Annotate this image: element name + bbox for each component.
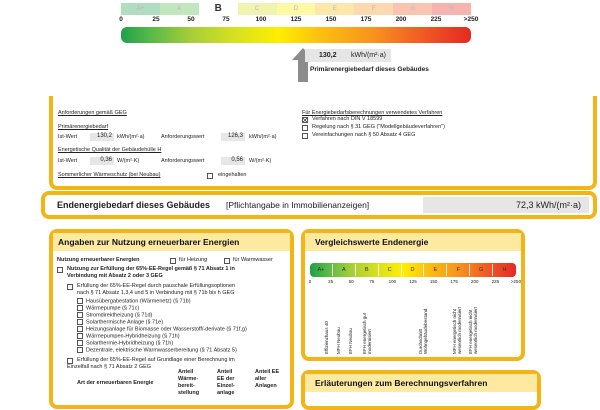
renewable-option-label: Stromdirektheizung (§ 71d) bbox=[86, 312, 153, 319]
q-anf-value: 0,56 bbox=[231, 157, 243, 163]
building-type-label: MFH Neubau bbox=[336, 327, 341, 354]
method-title: Für Energiebedarfsberechnungen verwendetes Verfahren bbox=[302, 110, 443, 116]
comparison-class-cell: C bbox=[379, 264, 402, 276]
quality-title: Energetische Qualität der Gebäudehülle H bbox=[58, 147, 162, 153]
primary-energy-value-box bbox=[305, 49, 391, 62]
efficiency-class-row bbox=[121, 3, 471, 15]
comparison-class-row bbox=[310, 264, 516, 276]
ist-label: Ist-Wert bbox=[58, 134, 78, 140]
class-cell-e: E bbox=[315, 3, 354, 15]
class-cell-a: A bbox=[160, 3, 199, 15]
renewable-option-checkbox[interactable] bbox=[77, 333, 83, 339]
comparison-tick-label: 75 bbox=[369, 279, 375, 284]
comparison-tick-label: 175 bbox=[450, 279, 458, 284]
ist-unit: kWh/(m²·a) bbox=[117, 134, 145, 140]
renewable-option-label: Hausübergabestation (Wärmenetz) (§ 71b) bbox=[86, 298, 191, 305]
heating-checkbox[interactable] bbox=[170, 258, 176, 264]
comparison-class-cell: D bbox=[402, 264, 425, 276]
option2-line-2: Einzelfall nach § 71 Absatz 2 GEG bbox=[67, 364, 152, 370]
renewables-title: Angaben zur Nutzung erneuerbarer Energien bbox=[58, 237, 240, 247]
col-share-heat: Anteil Wärme-bereit-stellung bbox=[178, 369, 200, 396]
q-anf-unit: W/(m²·K) bbox=[249, 158, 272, 164]
method-checkbox-50[interactable] bbox=[302, 133, 308, 139]
col-share-single: Anteil EE der Einzel-anlage bbox=[217, 369, 235, 396]
scale-tick-label: 175 bbox=[360, 16, 372, 23]
summer-checkbox[interactable] bbox=[207, 173, 213, 179]
class-cell-aplus: A+ bbox=[121, 3, 160, 15]
scale-tick-label: 25 bbox=[152, 16, 160, 23]
class-cell-f: F bbox=[354, 3, 393, 15]
scale-tick-row bbox=[119, 16, 479, 26]
end-energy-value: 72,3 kWh/(m²·a) bbox=[515, 200, 581, 210]
building-type-label: Durchschnitt Wohngebäudebestand bbox=[418, 308, 428, 354]
renewable-option-label: Wärmepumpe (§ 71c) bbox=[86, 305, 140, 312]
q-anf-label: Anforderungswert bbox=[161, 158, 205, 164]
q-ist-value-box bbox=[90, 157, 114, 165]
scale-tick-label: 50 bbox=[187, 16, 195, 23]
comparison-tick-label: 50 bbox=[348, 279, 354, 284]
comparison-tick-label: 150 bbox=[429, 279, 438, 284]
renewables-header bbox=[53, 233, 290, 251]
method-checkbox-31[interactable] bbox=[302, 125, 308, 131]
renewable-option-checkbox[interactable] bbox=[77, 347, 83, 353]
explanation-header bbox=[305, 374, 537, 392]
comparison-class-cell: A bbox=[333, 264, 356, 276]
summer-check-label: eingehalten bbox=[218, 172, 247, 178]
method-option-din: Verfahren nach DIN V 18599 bbox=[312, 116, 383, 122]
requirements-title: Anforderungen gemäß GEG bbox=[58, 110, 127, 116]
scale-tick-label: 100 bbox=[255, 16, 267, 23]
col-renewable-type: Art der erneuerbaren Energie bbox=[77, 380, 154, 386]
col-share-all: Anteil EE aller Anlagen bbox=[255, 369, 280, 389]
anf-value-box bbox=[221, 133, 245, 141]
renewable-option-checkbox[interactable] bbox=[77, 326, 83, 332]
class-cell-c: C bbox=[238, 3, 277, 15]
comparison-tick-label: >250 bbox=[510, 279, 522, 284]
option1-line-1: Erfüllung der 65%-EE-Regel durch pauschale Erfüllungsoptionen bbox=[77, 283, 236, 289]
building-type-label: Effizienzhaus 40 bbox=[324, 321, 329, 354]
end-energy-note: [Pflichtangabe in Immobilienanzeigen] bbox=[226, 200, 370, 210]
energy-scale bbox=[118, 0, 479, 46]
building-type-label: EFH energetisch gut modernisiert bbox=[362, 312, 372, 354]
renewable-option-checkbox[interactable] bbox=[77, 319, 83, 325]
end-energy-value-box bbox=[423, 197, 589, 213]
renewable-option-checkbox[interactable] bbox=[77, 340, 83, 346]
anf-label: Anforderungswert bbox=[161, 134, 205, 140]
comparison-class-cell: B bbox=[356, 264, 379, 276]
q-ist-unit: W/(m²·K) bbox=[117, 158, 140, 164]
comparison-class-cell: H bbox=[502, 267, 507, 273]
comparison-tick-label: 125 bbox=[409, 279, 417, 284]
comparison-tick-label: 200 bbox=[471, 279, 479, 284]
comparison-class-cell: F bbox=[447, 264, 470, 276]
option1-line-2: nach § 71 Absatz 1,3,4 und 5 in Verbindung mit § 71b bis h GEG bbox=[77, 290, 235, 296]
method-option-31: Regelung nach § 31 GEG ("Modellgebäudeverfahren") bbox=[312, 124, 445, 130]
class-cell-d: D bbox=[277, 3, 316, 15]
heating-label: für Heizung bbox=[179, 257, 208, 263]
renewable-option-label: Heizungsanlage für Biomasse oder Wasserstoff/-derivate (§ 71f,g) bbox=[86, 326, 247, 333]
renewable-option-checkbox[interactable] bbox=[77, 305, 83, 311]
summer-protection-label: Sommerlicher Wärmeschutz (bei Neubau) bbox=[58, 172, 161, 178]
q-ist-label: Ist-Wert bbox=[58, 158, 78, 164]
energy-gradient-bar bbox=[121, 27, 471, 43]
primary-energy-value: 130,2 bbox=[319, 52, 337, 59]
comparison-tick-row bbox=[308, 279, 522, 287]
scale-tick-label: 125 bbox=[290, 16, 302, 23]
warmwater-label: für Warmwasser bbox=[233, 257, 273, 263]
warmwater-checkbox[interactable] bbox=[224, 258, 230, 264]
end-energy-label: Endenergiebedarf dieses Gebäudes bbox=[57, 200, 211, 210]
anf-unit: kWh/(m²·a) bbox=[249, 134, 277, 140]
ist-value: 130,2 bbox=[96, 133, 112, 139]
renewable-option-label: Solarthermische Anlage (§ 71e) bbox=[86, 319, 164, 326]
option1-checkbox[interactable] bbox=[67, 284, 73, 290]
scale-tick-label: 75 bbox=[222, 16, 230, 23]
q-ist-value: 0,36 bbox=[100, 157, 112, 163]
scale-tick-label: 150 bbox=[325, 16, 337, 23]
renewable-option-label: Dezentrale, elektrische Warmwasserbereitung (§ 71 Absatz 5) bbox=[86, 347, 237, 354]
building-type-labels bbox=[310, 292, 516, 356]
primary-energy-caption: Primärenergiebedarf dieses Gebäudes bbox=[310, 66, 429, 73]
rule-line-2: Verbindung mit Absatz 2 oder 3 GEG bbox=[67, 273, 163, 279]
comparison-title: Vergleichswerte Endenergie bbox=[315, 237, 429, 247]
scale-tick-label: 225 bbox=[430, 16, 442, 23]
building-type-label: EFH energetisch nicht wesentlich modernisiert bbox=[468, 306, 478, 354]
comparison-tick-label: 100 bbox=[388, 279, 397, 284]
renewables-sub-label: Nutzung erneuerbarer Energien bbox=[57, 257, 140, 263]
scale-tick-label: >250 bbox=[463, 16, 479, 23]
comparison-class-cell: A+ bbox=[310, 264, 333, 276]
renewable-option-label: Wärmepumpen-Hybridheizung (§ 71h) bbox=[86, 333, 180, 340]
renewable-option-checkbox[interactable] bbox=[77, 298, 83, 304]
comparison-header bbox=[305, 233, 521, 251]
comparison-tick-label: 225 bbox=[491, 279, 500, 284]
scale-tick-label: 200 bbox=[395, 16, 407, 23]
explanation-title: Erläuterungen zum Berechnungsverfahren bbox=[315, 378, 488, 388]
comparison-tick-label: 25 bbox=[328, 279, 334, 284]
comparison-scale bbox=[308, 257, 522, 291]
building-type-label: EFH Neubau bbox=[348, 327, 353, 354]
class-cell-g: G bbox=[393, 3, 432, 15]
comparison-class-cell: E bbox=[424, 264, 447, 276]
method-checkbox-din[interactable] bbox=[302, 117, 308, 123]
comparison-tick-label: 0 bbox=[308, 279, 312, 284]
building-type-label: MFH energetisch nicht wesentlich modernisiert bbox=[452, 306, 462, 354]
scale-tick-label: 0 bbox=[119, 16, 123, 23]
renewable-option-checkbox[interactable] bbox=[77, 312, 83, 318]
q-anf-value-box bbox=[221, 157, 245, 165]
option2-line-1: Erfüllung der 65%-EE-Regel auf Grundlage einer Berechnung im bbox=[77, 357, 235, 363]
primary-energy-title: Primärenergiebedarf bbox=[58, 124, 109, 130]
method-option-50: Vereinfachungen nach § 50 Absatz 4 GEG bbox=[312, 132, 416, 138]
renewable-option-item[interactable] bbox=[77, 347, 237, 354]
class-cell-b: B bbox=[214, 3, 222, 14]
ist-value-box bbox=[90, 133, 114, 141]
comparison-class-cell: G bbox=[470, 264, 493, 276]
renewable-option-label: Solarthermie-Hybridheizung (§ 71h) bbox=[86, 340, 174, 347]
anf-value: 126,3 bbox=[227, 133, 243, 139]
rule-checkbox[interactable] bbox=[57, 267, 63, 273]
rule-line-1: Nutzung zur Erfüllung der 65%-EE-Regel gemäß § 71 Absatz 1 in bbox=[67, 266, 235, 272]
primary-energy-unit: kWh/(m²·a) bbox=[351, 52, 386, 59]
class-cell-h: H bbox=[432, 3, 471, 15]
